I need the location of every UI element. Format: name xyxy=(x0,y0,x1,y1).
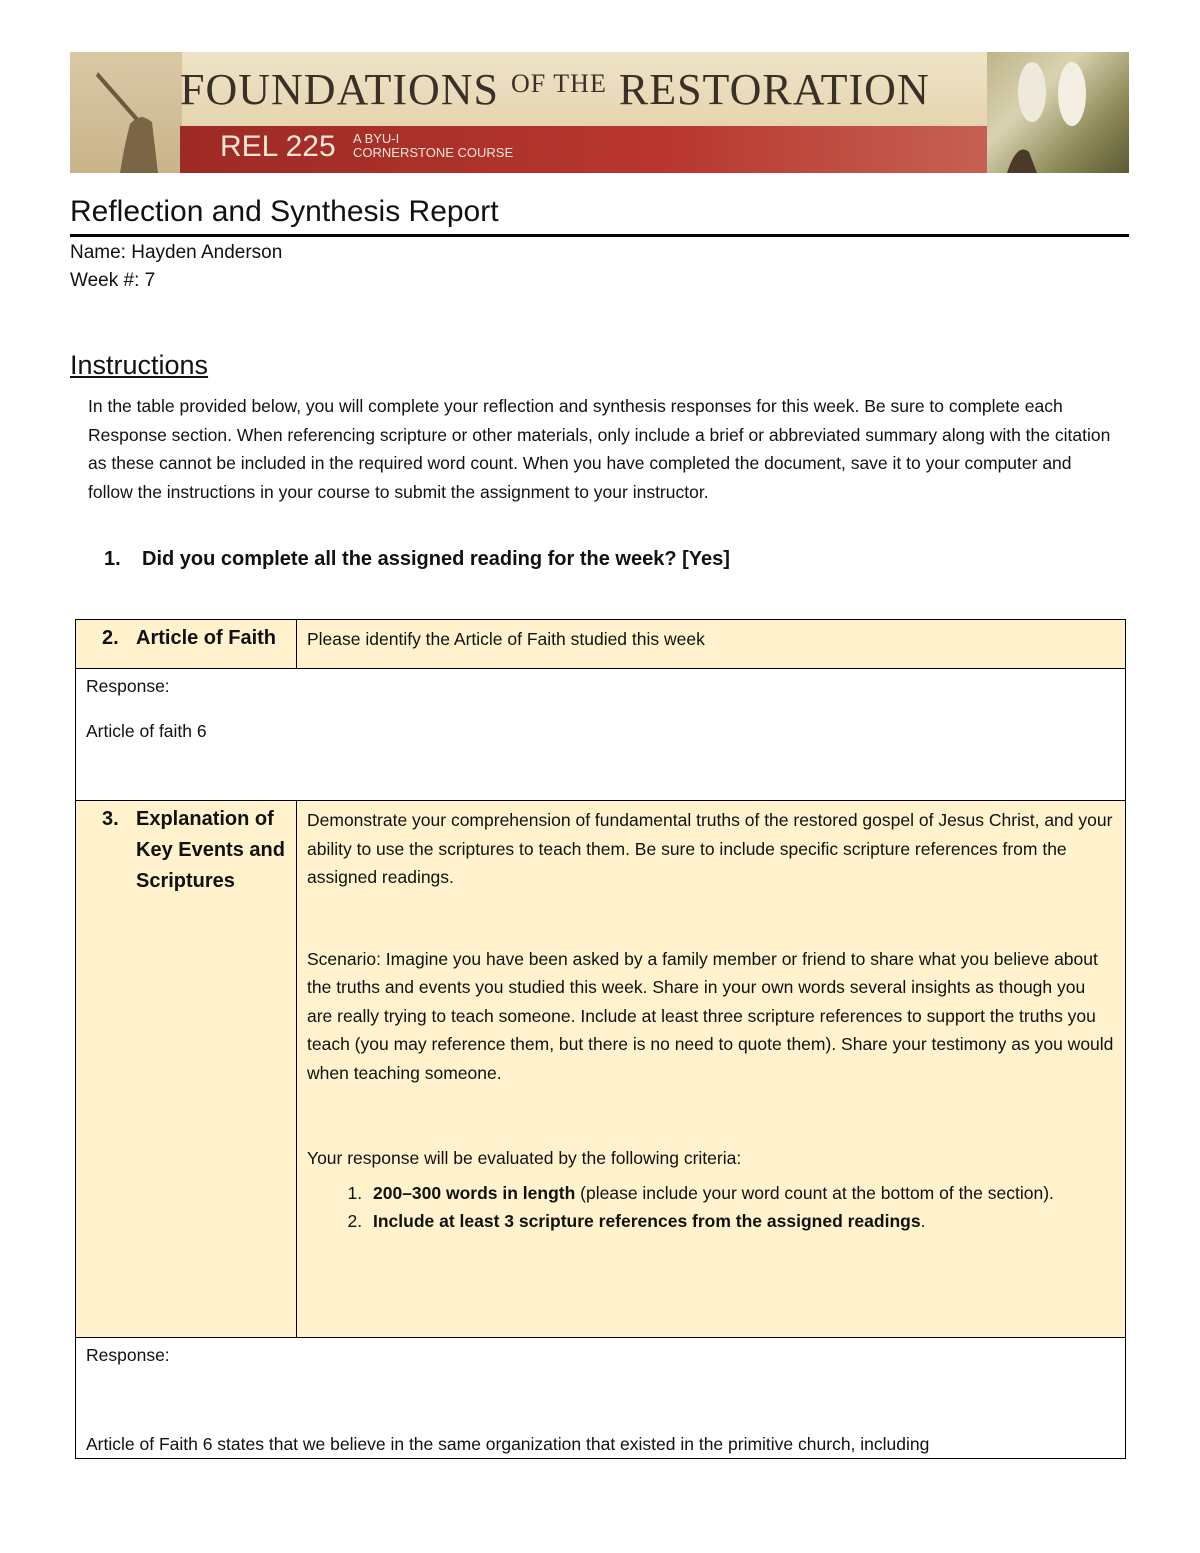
explanation-label-cell xyxy=(76,801,297,1338)
article-of-faith-label-cell xyxy=(76,620,297,669)
response-label: Response: xyxy=(86,676,170,696)
explanation-prompt-p1: Demonstrate your comprehension of fundamental truths of the restored gospel of Jesus Christ, and your ability to use the scriptures to teach them. Be sure to include specific scripture references from the assigned readings. xyxy=(307,810,1113,887)
criteria-list xyxy=(297,1179,1125,1236)
report-table xyxy=(75,619,1126,1459)
instructions-heading: Instructions xyxy=(70,350,209,380)
title-divider xyxy=(70,234,1129,237)
instructions-text: In the table provided below, you will complete your reflection and synthesis responses for this week. Be sure to complete each Response section. When referencing scripture or other materials, only include a brief or abbreviated summary along with the citation as these cannot be included in the required word count. When you have completed the document, save it to your computer and follow the instructions in your course to submit the assignment to your instructor. xyxy=(88,396,1111,502)
article-of-faith-label: 2. Article of Faith xyxy=(102,627,277,649)
question-1-text: Did you complete all the assigned reading for the week? [Yes] xyxy=(142,548,730,570)
explanation-response-text[interactable]: Article of Faith 6 states that we believe in the same organization that existed in the primitive church, including xyxy=(86,1433,930,1454)
criteria-item: 2. Include at least 3 scripture references from the assigned readings. xyxy=(367,1207,1115,1236)
restoration-artwork-image xyxy=(987,52,1129,173)
row-explanation-response xyxy=(76,1338,1126,1459)
angel-moroni-image xyxy=(70,52,182,173)
banner-title: FOUNDATIONS $^{OF THE}$ RESTORATION xyxy=(180,65,930,114)
row-explanation xyxy=(76,801,1126,1338)
question-1 xyxy=(104,548,730,571)
angel-silhouette-icon xyxy=(70,52,182,173)
explanation-response-cell[interactable] xyxy=(76,1338,1126,1459)
scenario-prompt: Scenario: Imagine you have been asked by a family member or friend to share what you believe about the truths and events you studied this week. Share in your own words several insights as though you are really trying to teach someone. Include at least three scripture references to support the truths you teach (you may reference them, but there is no need to quote them). Share your testimony as you would when teaching someone. xyxy=(307,948,1114,1083)
article-of-faith-response-text[interactable]: Article of faith 6 xyxy=(86,720,207,741)
article-of-faith-prompt-cell xyxy=(297,620,1126,669)
article-of-faith-prompt: Please identify the Article of Faith studied this week xyxy=(307,629,705,649)
article-of-faith-response-cell[interactable] xyxy=(76,669,1126,801)
course-tagline: A BYU-I CORNERSTONE COURSE xyxy=(353,131,514,160)
row-article-of-faith xyxy=(76,620,1126,669)
course-code: REL 225 xyxy=(220,130,336,163)
figures-silhouette-icon xyxy=(987,52,1129,173)
week-number[interactable]: Week #: 7 xyxy=(70,270,156,291)
row-article-of-faith-response xyxy=(76,669,1126,801)
student-name[interactable]: Name: Hayden Anderson xyxy=(70,242,283,263)
criteria-item: 1. 200–300 words in length (please include your word count at the bottom of the section). xyxy=(367,1179,1115,1208)
page-title: Reflection and Synthesis Report xyxy=(70,195,499,228)
explanation-prompt-cell xyxy=(297,801,1126,1338)
question-1-number: 1. xyxy=(104,548,121,570)
response-label: Response: xyxy=(86,1345,170,1365)
course-banner xyxy=(70,52,1129,173)
criteria-intro: Your response will be evaluated by the following criteria: xyxy=(307,1148,742,1168)
explanation-label: 3. Explanation of Key Events and Scriptures xyxy=(102,808,285,892)
